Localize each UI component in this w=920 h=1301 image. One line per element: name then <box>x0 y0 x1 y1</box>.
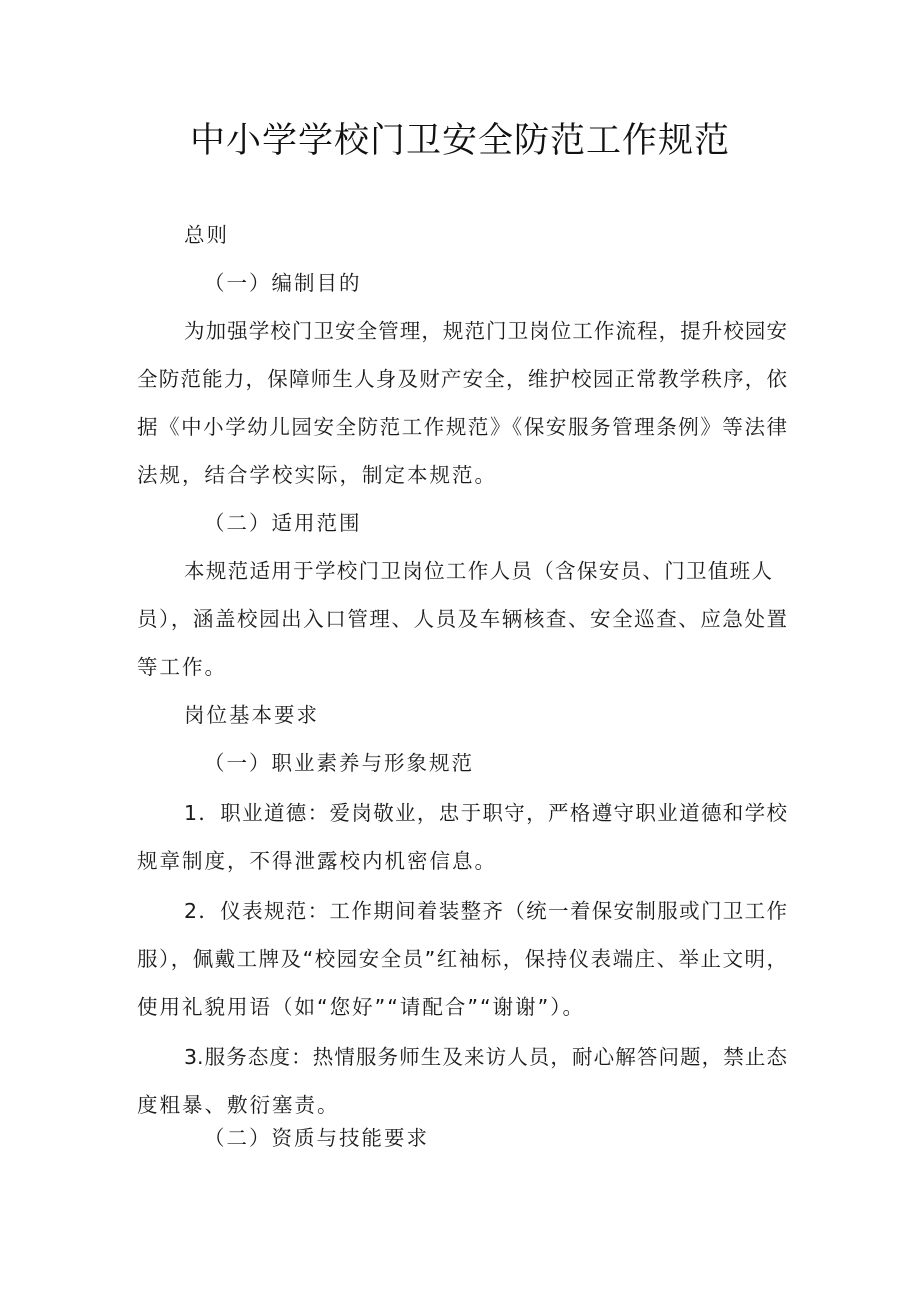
paragraph-line: 全防范能力，保障师生人身及财产安全，维护校园正常教学秩序，依 <box>137 367 787 391</box>
paragraph-line: 3.服务态度：热情服务师生及来访人员，耐心解答问题，禁止态 <box>184 1045 787 1069</box>
subheading-scope: （二）适用范围 <box>204 511 362 535</box>
paragraph-line: 据《中小学幼儿园安全防范工作规范》《保安服务管理条例》等法律 <box>137 415 787 439</box>
section-heading-general: 总则 <box>184 223 229 247</box>
paragraph-line: 度粗暴、敷衍塞责。 <box>137 1093 340 1117</box>
subheading-professionalism: （一）职业素养与形象规范 <box>204 751 474 775</box>
paragraph-line: 规章制度，不得泄露校内机密信息。 <box>137 849 497 873</box>
paragraph-line: 员），涵盖校园出入口管理、人员及车辆核查、安全巡查、应急处置 <box>137 607 787 631</box>
paragraph-line: 使用礼貌用语（如“您好”“请配合”“谢谢”）。 <box>137 995 585 1019</box>
subheading-qualifications: （二）资质与技能要求 <box>204 1126 429 1150</box>
subheading-purpose: （一）编制目的 <box>204 271 362 295</box>
paragraph-line: 等工作。 <box>137 655 227 679</box>
paragraph-line: 2．仪表规范：工作期间着装整齐（统一着保安制服或门卫工作 <box>184 899 787 923</box>
paragraph-line: 服），佩戴工牌及“校园安全员”红袖标，保持仪表端庄、举止文明， <box>137 947 787 971</box>
document-title: 中小学学校门卫安全防范工作规范 <box>189 121 730 161</box>
paragraph-line: 法规，结合学校实际，制定本规范。 <box>137 463 497 487</box>
paragraph-line: 为加强学校门卫安全管理，规范门卫岗位工作流程，提升校园安 <box>184 319 787 343</box>
paragraph-line: 1．职业道德：爱岗敬业，忠于职守，严格遵守职业道德和学校 <box>184 801 787 825</box>
paragraph-line: 本规范适用于学校门卫岗位工作人员（含保安员、门卫值班人 <box>184 559 772 583</box>
section-heading-requirements: 岗位基本要求 <box>184 703 319 727</box>
